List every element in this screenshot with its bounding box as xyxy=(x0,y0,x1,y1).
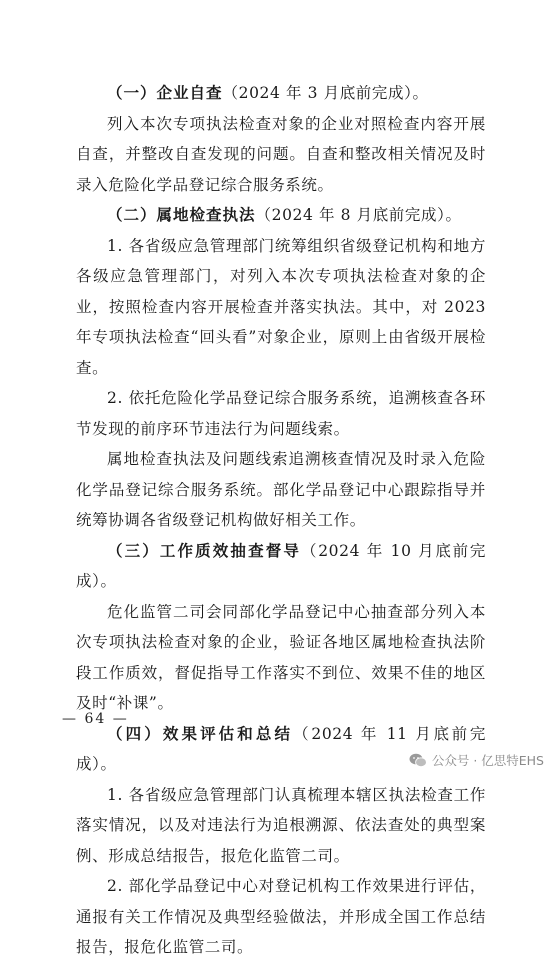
watermark-text: 公众号 · 亿思特EHS xyxy=(431,753,544,768)
section-heading-4 xyxy=(76,719,486,780)
paragraph: 2. 依托危险化学品登记综合服务系统，追溯核查各环节发现的前序环节违法行为问题线索。 xyxy=(76,389,486,438)
section-heading-2 xyxy=(76,200,486,231)
heading-title: （四）效果评估和总结 xyxy=(107,724,294,743)
paragraph: 1. 各省级应急管理部门统筹组织省级登记机构和地方各级应急管理部门，对列入本次专项执法检查对象的企业，按照检查内容开展检查并落实执法。其中，对 2023 年专项执法检查“回头看”对象企业，原则上由省级开展检查。 xyxy=(76,236,486,377)
section-heading-3 xyxy=(76,536,486,597)
document-body xyxy=(76,78,486,963)
paragraph: 2. 部化学品登记中心对登记机构工作效果进行评估，通报有关工作情况及典型经验做法，并形成全国工作总结报告，报危化监管二司。 xyxy=(76,877,486,956)
heading-deadline: （2024 年 8 月底前完成）。 xyxy=(255,206,462,224)
heading-deadline: （2024 年 10 月底前完成）。 xyxy=(76,541,486,590)
heading-deadline: （2024 年 11 月底前完成）。 xyxy=(76,724,486,773)
paragraph: 危化监管二司会同部化学品登记中心抽查部分列入本次专项执法检查对象的企业，验证各地区属地检查执法阶段工作质效，督促指导工作落实不到位、效果不佳的地区及时“补课”。 xyxy=(76,602,486,712)
heading-title: （二）属地检查执法 xyxy=(107,206,256,224)
heading-deadline: （2024 年 3 月底前完成）。 xyxy=(222,84,429,102)
paragraph: 1. 各省级应急管理部门认真梳理本辖区执法检查工作落实情况，以及对违法行为追根溯源、依法查处的典型案例、形成总结报告，报危化监管二司。 xyxy=(76,785,486,865)
wechat-icon xyxy=(409,753,427,768)
paragraph: 列入本次专项执法检查对象的企业对照检查内容开展自查，并整改自查发现的问题。自查和整改相关情况及时录入危险化学品登记综合服务系统。 xyxy=(76,114,486,194)
heading-title: （一）企业自查 xyxy=(107,84,223,102)
heading-title: （三）工作质效抽查督导 xyxy=(107,541,301,560)
watermark xyxy=(409,751,544,769)
section-heading-1 xyxy=(76,78,486,109)
page-number: — 64 — xyxy=(62,711,129,727)
paragraph: 属地检查执法及问题线索追溯核查情况及时录入危险化学品登记综合服务系统。部化学品登记中心跟踪指导并统筹协调各省级登记机构做好相关工作。 xyxy=(76,450,486,529)
